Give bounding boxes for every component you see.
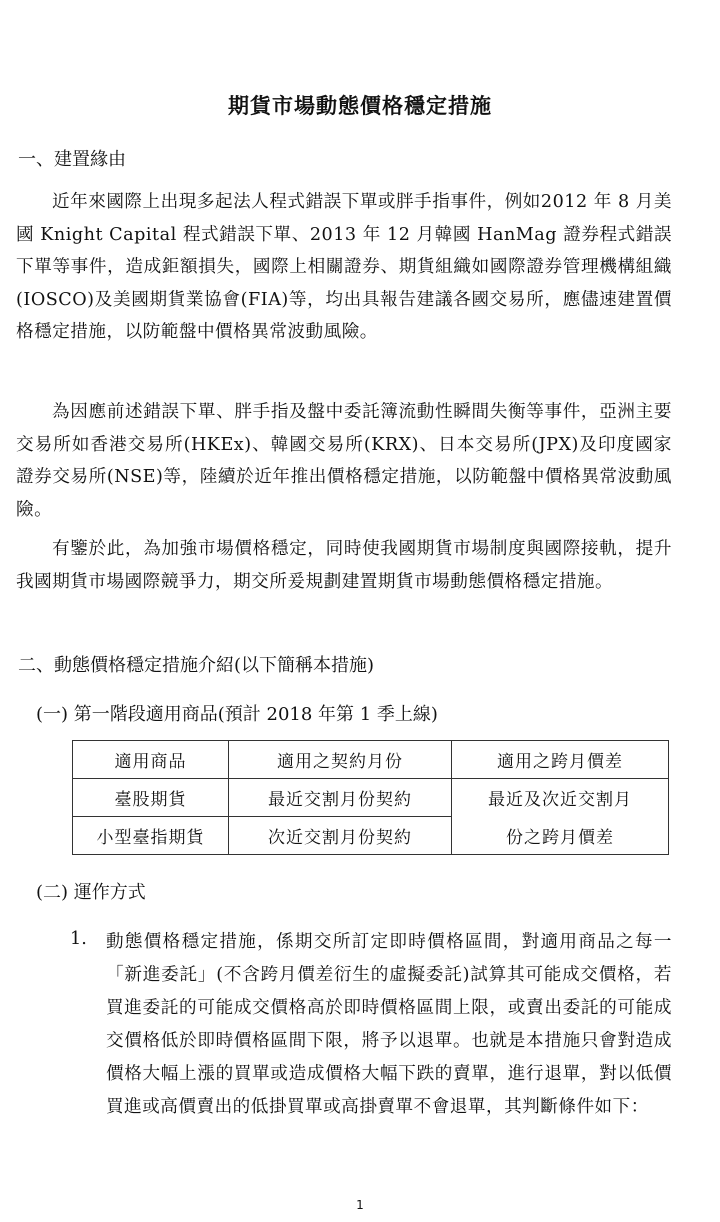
section1-paragraph-1: 近年來國際上出現多起法人程式錯誤下單或胖手指事件，例如2012 年 8 月美國 Knight Capital 程式錯誤下單、2013 年 12 月韓國 HanMag 證券程式錯誤下單等事件，造成鉅額損失，國際上相關證券、期貨組織如國際證券管理機構組織(IOSCO)及美國期貨業協會(FIA)等，均出具報告建議各國交易所，應儘速建置價格穩定措施，以防範盤中價格異常波動風險。 xyxy=(16,192,672,342)
document-title: 期貨市場動態價格穩定措施 xyxy=(228,93,492,118)
list-item-number: 1. xyxy=(70,929,87,949)
table-header-row xyxy=(73,741,669,779)
section2-heading: 二、動態價格穩定措施介紹(以下簡稱本措施) xyxy=(18,655,375,676)
table-cell-product: 小型臺指期貨 xyxy=(73,817,229,855)
table-header-cell: 適用之跨月價差 xyxy=(452,741,669,779)
table-row xyxy=(73,779,669,817)
section1-heading: 一、建置緣由 xyxy=(18,149,126,170)
section2-sub2-heading: (二) 運作方式 xyxy=(36,882,146,903)
table-cell-month: 最近交割月份契約 xyxy=(229,779,452,817)
table-cell-product: 臺股期貨 xyxy=(73,779,229,817)
product-table xyxy=(72,740,669,855)
table-cell-spread: 份之跨月價差 xyxy=(452,817,669,855)
table-header-cell: 適用之契約月份 xyxy=(229,741,452,779)
table-cell-month: 次近交割月份契約 xyxy=(229,817,452,855)
section1-paragraph-3: 有鑒於此，為加強市場價格穩定，同時使我國期貨市場制度與國際接軌，提升我國期貨市場國際競爭力，期交所爰規劃建置期貨市場動態價格穩定措施。 xyxy=(16,539,672,592)
list-item-text: 動態價格穩定措施，係期交所訂定即時價格區間，對適用商品之每一「新進委託」(不含跨月價差衍生的虛擬委託)試算其可能成交價格，若買進委託的可能成交價格高於即時價格區間上限，或賣出委託的可能成交價格低於即時價格區間下限，將予以退單。也就是本措施只會對造成價格大幅上漲的買單或造成價格大幅下跌的賣單，進行退單，對以低價買進或高價賣出的低掛買單或高掛賣單不會退單，其判斷條件如下： xyxy=(106,932,672,1117)
page-number: 1 xyxy=(356,1198,364,1212)
section1-paragraph-2: 為因應前述錯誤下單、胖手指及盤中委託簿流動性瞬間失衡等事件，亞洲主要交易所如香港交易所(HKEx)、韓國交易所(KRX)、日本交易所(JPX)及印度國家證券交易所(NSE)等，陸續於近年推出價格穩定措施，以防範盤中價格異常波動風險。 xyxy=(16,402,672,520)
section2-sub1-heading: (一) 第一階段適用商品(預計 2018 年第 1 季上線) xyxy=(36,704,438,725)
table-cell-spread: 最近及次近交割月 xyxy=(452,779,669,817)
table-header-cell: 適用商品 xyxy=(73,741,229,779)
table-row xyxy=(73,817,669,855)
